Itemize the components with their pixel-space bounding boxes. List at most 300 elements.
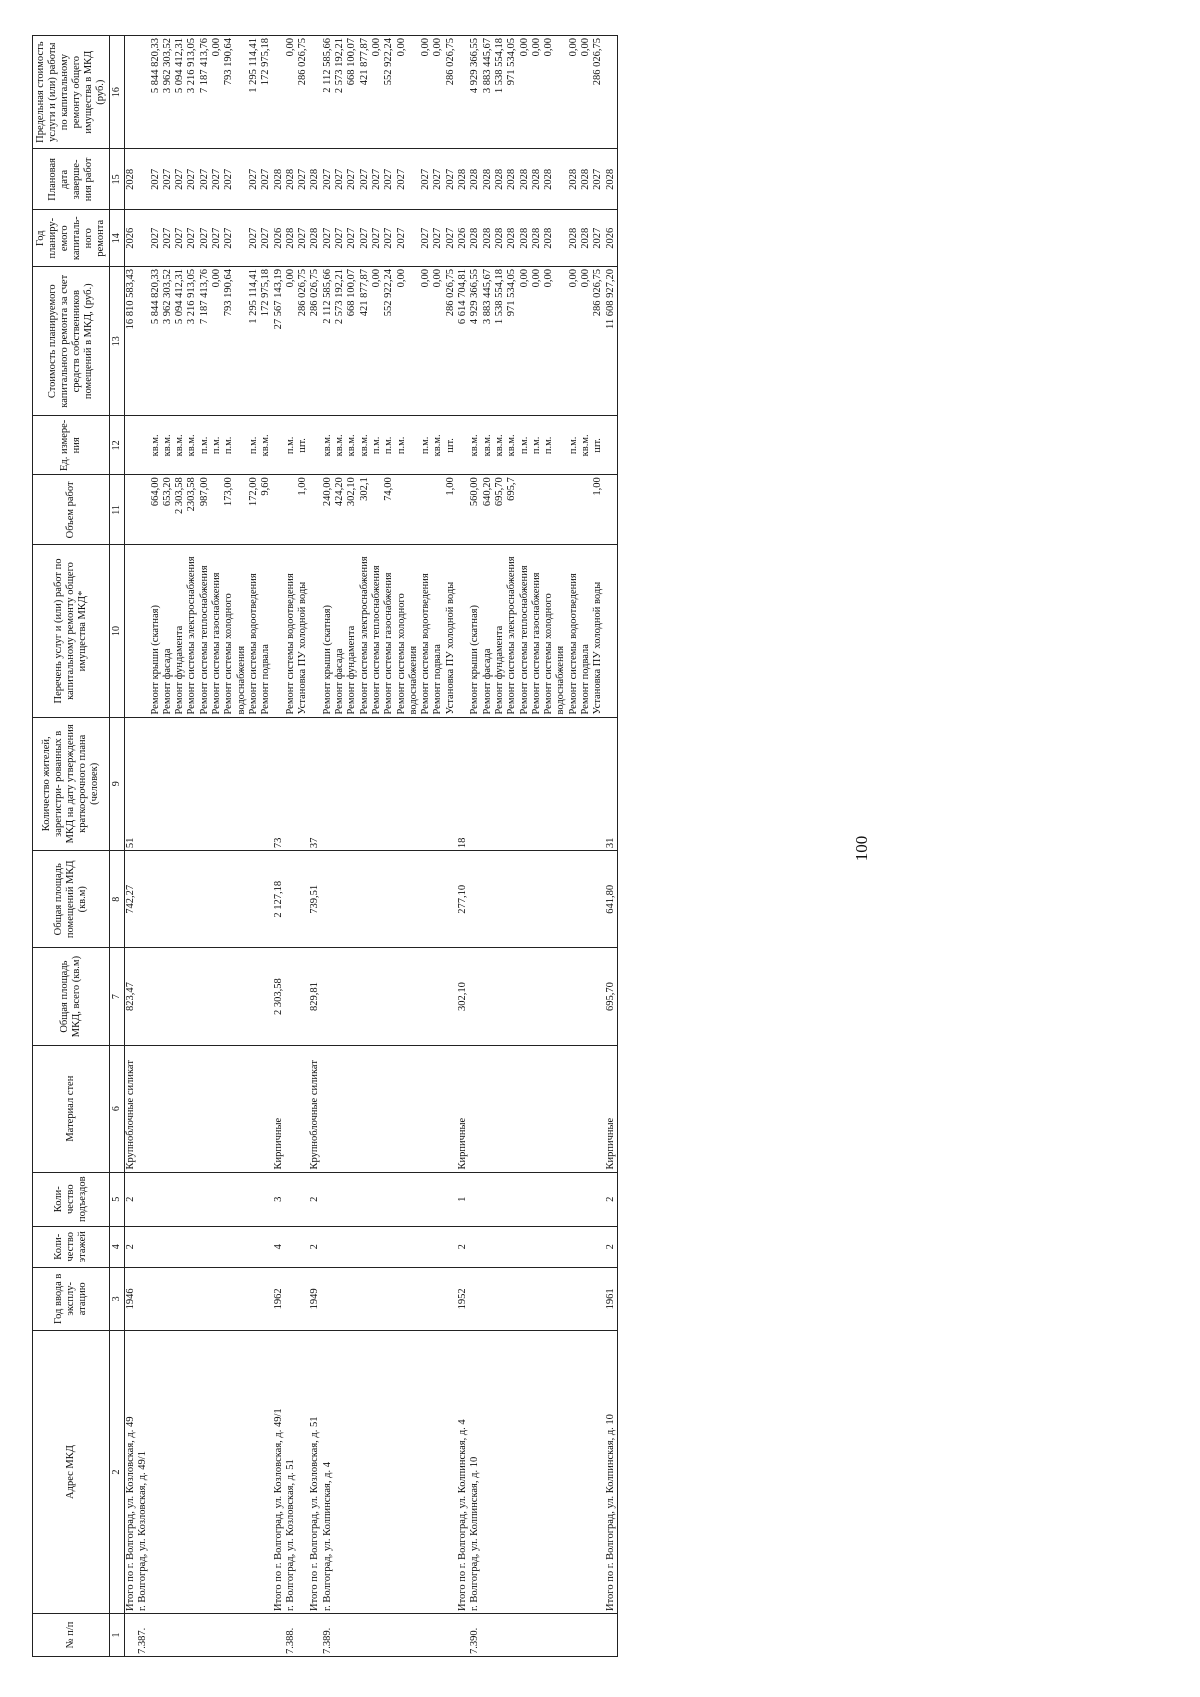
- premises-area-cell: [174, 851, 186, 948]
- total-area-cell: [260, 948, 272, 1045]
- volume-cell: 302,1: [359, 475, 371, 545]
- volume-cell: 987,00: [199, 475, 211, 545]
- wall-material-cell: Кирпичные: [605, 1045, 618, 1172]
- unit-cell: кв.м.: [334, 416, 346, 475]
- floors-cell: [568, 1226, 580, 1267]
- entrances-cell: [186, 1172, 198, 1226]
- table-row: [580, 36, 592, 1657]
- row-number: [445, 1614, 457, 1657]
- residents-cell: 51: [125, 717, 138, 851]
- finish-date-cell: 2028: [543, 149, 568, 210]
- total-area-cell: [506, 948, 518, 1045]
- table-row: [285, 36, 297, 1657]
- unit-cell: кв.м.: [186, 416, 198, 475]
- address-cell: Итого по г. Волгоград, ул. Колпинская, д. 10: [605, 1331, 618, 1614]
- total-area-cell: [592, 948, 604, 1045]
- unit-cell: п.м.: [199, 416, 211, 475]
- year-built-cell: [322, 1267, 334, 1330]
- planned-year-cell: 2027: [297, 210, 309, 267]
- premises-area-cell: [531, 851, 543, 948]
- year-built-cell: [285, 1267, 297, 1330]
- work-type-cell: Ремонт системы теплоснабжения: [199, 545, 211, 717]
- address-cell: [186, 1331, 198, 1614]
- address-cell: [432, 1331, 444, 1614]
- residents-cell: [506, 717, 518, 851]
- floors-cell: [186, 1226, 198, 1267]
- year-built-cell: [383, 1267, 395, 1330]
- entrances-cell: 1: [457, 1172, 469, 1226]
- cost-cell: 286 026,75: [592, 267, 604, 416]
- entrances-cell: 2: [309, 1172, 321, 1226]
- premises-area-cell: [199, 851, 211, 948]
- cost-cell: 6 614 704,81: [457, 267, 469, 416]
- limit-cost-cell: 3 216 913,05: [186, 36, 198, 149]
- row-number: [457, 1614, 469, 1657]
- total-area-cell: [211, 948, 223, 1045]
- cost-cell: 0,00: [396, 267, 421, 416]
- finish-date-cell: 2028: [519, 149, 531, 210]
- wall-material-cell: Кирпичные: [273, 1045, 285, 1172]
- address-cell: [346, 1331, 358, 1614]
- table-row: [383, 36, 395, 1657]
- finish-date-cell: 2028: [457, 149, 469, 210]
- row-number: [260, 1614, 272, 1657]
- work-type-cell: Ремонт фундамента: [174, 545, 186, 717]
- residents-cell: [519, 717, 531, 851]
- wall-material-cell: [432, 1045, 444, 1172]
- finish-date-cell: 2027: [592, 149, 604, 210]
- limit-cost-cell: 286 026,75: [297, 36, 309, 149]
- premises-area-cell: [543, 851, 568, 948]
- wall-material-cell: [150, 1045, 162, 1172]
- planned-year-cell: 2028: [285, 210, 297, 267]
- finish-date-cell: 2028: [309, 149, 321, 210]
- address-cell: [371, 1331, 383, 1614]
- limit-cost-cell: 1 538 554,18: [494, 36, 506, 149]
- floors-cell: [531, 1226, 543, 1267]
- total-row: [125, 36, 138, 1657]
- work-type-cell: Ремонт системы водоотведения: [248, 545, 260, 717]
- planned-year-cell: 2028: [519, 210, 531, 267]
- limit-cost-cell: 421 877,87: [359, 36, 371, 149]
- row-number: [211, 1614, 223, 1657]
- entrances-cell: [482, 1172, 494, 1226]
- cost-cell: 0,00: [432, 267, 444, 416]
- address-cell: [383, 1331, 395, 1614]
- wall-material-cell: [445, 1045, 457, 1172]
- residents-cell: [248, 717, 260, 851]
- limit-cost-cell: 0,00: [420, 36, 432, 149]
- unit-cell: п.м.: [211, 416, 223, 475]
- entrances-cell: [383, 1172, 395, 1226]
- residents-cell: [543, 717, 568, 851]
- finish-date-cell: 2028: [469, 149, 481, 210]
- premises-area-cell: [420, 851, 432, 948]
- residents-cell: [199, 717, 211, 851]
- capital-repair-table: [32, 35, 618, 1657]
- volume-cell: 9,60: [260, 475, 272, 545]
- finish-date-cell: 2027: [359, 149, 371, 210]
- total-area-cell: [199, 948, 211, 1045]
- planned-year-cell: 2027: [186, 210, 198, 267]
- residents-cell: [346, 717, 358, 851]
- finish-date-cell: 2027: [371, 149, 383, 210]
- residents-cell: 18: [457, 717, 469, 851]
- floors-cell: [223, 1226, 248, 1267]
- cost-cell: 0,00: [580, 267, 592, 416]
- cost-cell: 3 962 303,52: [162, 267, 174, 416]
- premises-area-cell: [211, 851, 223, 948]
- unit-cell: п.м.: [519, 416, 531, 475]
- work-type-cell: Ремонт системы водоотведения: [285, 545, 297, 717]
- unit-cell: [457, 416, 469, 475]
- row-number: [199, 1614, 211, 1657]
- table-row: [519, 36, 531, 1657]
- cost-cell: 3 883 445,67: [482, 267, 494, 416]
- column-header: Ед. измере- ния: [33, 416, 110, 475]
- column-header: Плановая дата заверше- ния работ: [33, 149, 110, 210]
- column-header: Объем работ: [33, 475, 110, 545]
- finish-date-cell: 2027: [174, 149, 186, 210]
- residents-cell: [396, 717, 421, 851]
- row-number: [420, 1614, 432, 1657]
- column-number: 14: [110, 210, 125, 267]
- address-cell: [445, 1331, 457, 1614]
- planned-year-cell: 2026: [273, 210, 285, 267]
- cost-cell: 2 573 192,21: [334, 267, 346, 416]
- work-type-cell: Ремонт крыши (скатная): [469, 545, 481, 717]
- work-type-cell: Ремонт фасада: [482, 545, 494, 717]
- address-cell: Итого по г. Волгоград, ул. Колпинская, д. 4: [457, 1331, 469, 1614]
- cost-cell: 971 534,05: [506, 267, 518, 416]
- limit-cost-cell: [309, 36, 321, 149]
- address-cell: [359, 1331, 371, 1614]
- address-cell: [531, 1331, 543, 1614]
- column-header: Год планиру- емого капиталь- ного ремонта: [33, 210, 110, 267]
- cost-cell: [137, 267, 149, 416]
- floors-cell: [346, 1226, 358, 1267]
- column-header: Общая площадь МКД, всего (кв.м): [33, 948, 110, 1045]
- row-number: [334, 1614, 346, 1657]
- cost-cell: 3 216 913,05: [186, 267, 198, 416]
- address-cell: [592, 1331, 604, 1614]
- finish-date-cell: 2027: [162, 149, 174, 210]
- volume-cell: 695,7: [506, 475, 518, 545]
- planned-year-cell: 2027: [150, 210, 162, 267]
- total-area-cell: [248, 948, 260, 1045]
- work-type-cell: Ремонт системы электроснабжения: [186, 545, 198, 717]
- total-area-cell: [568, 948, 580, 1045]
- planned-year-cell: 2028: [469, 210, 481, 267]
- cost-cell: 421 877,87: [359, 267, 371, 416]
- volume-cell: 2 303,58: [174, 475, 186, 545]
- planned-year-cell: [137, 210, 149, 267]
- wall-material-cell: [519, 1045, 531, 1172]
- premises-area-cell: [396, 851, 421, 948]
- column-header: № п/п: [33, 1614, 110, 1657]
- table-row: [432, 36, 444, 1657]
- premises-area-cell: 641,80: [605, 851, 618, 948]
- column-number: 3: [110, 1267, 125, 1330]
- year-built-cell: [334, 1267, 346, 1330]
- total-area-cell: [580, 948, 592, 1045]
- unit-cell: п.м.: [371, 416, 383, 475]
- row-number: [150, 1614, 162, 1657]
- entrances-cell: [248, 1172, 260, 1226]
- unit-cell: кв.м.: [346, 416, 358, 475]
- premises-area-cell: [506, 851, 518, 948]
- premises-area-cell: [322, 851, 334, 948]
- table-body: [125, 36, 618, 1657]
- limit-cost-cell: [125, 36, 138, 149]
- wall-material-cell: [137, 1045, 149, 1172]
- unit-cell: п.м.: [543, 416, 568, 475]
- finish-date-cell: 2028: [531, 149, 543, 210]
- planned-year-cell: 2027: [199, 210, 211, 267]
- floors-cell: [199, 1226, 211, 1267]
- wall-material-cell: [531, 1045, 543, 1172]
- row-number: [186, 1614, 198, 1657]
- table-row: [482, 36, 494, 1657]
- premises-area-cell: [469, 851, 481, 948]
- table-row: [445, 36, 457, 1657]
- table-row: [420, 36, 432, 1657]
- volume-cell: 74,00: [383, 475, 395, 545]
- floors-cell: [260, 1226, 272, 1267]
- table-row: [211, 36, 223, 1657]
- residents-cell: [432, 717, 444, 851]
- volume-cell: [519, 475, 531, 545]
- cost-cell: 5 094 412,31: [174, 267, 186, 416]
- volume-cell: [137, 475, 149, 545]
- column-number: 8: [110, 851, 125, 948]
- row-number: 7.390.: [469, 1614, 481, 1657]
- limit-cost-cell: [605, 36, 618, 149]
- row-number: [371, 1614, 383, 1657]
- row-number: [482, 1614, 494, 1657]
- wall-material-cell: [174, 1045, 186, 1172]
- planned-year-cell: 2027: [592, 210, 604, 267]
- entrances-cell: [371, 1172, 383, 1226]
- premises-area-cell: [432, 851, 444, 948]
- total-row: [309, 36, 321, 1657]
- entrances-cell: [322, 1172, 334, 1226]
- volume-cell: [420, 475, 432, 545]
- residents-cell: 37: [309, 717, 321, 851]
- volume-cell: 173,00: [223, 475, 248, 545]
- wall-material-cell: [322, 1045, 334, 1172]
- address-cell: [420, 1331, 432, 1614]
- total-area-cell: [174, 948, 186, 1045]
- entrances-cell: [469, 1172, 481, 1226]
- year-built-cell: [420, 1267, 432, 1330]
- work-type-cell: Ремонт системы газоснабжения: [383, 545, 395, 717]
- floors-cell: [137, 1226, 149, 1267]
- wall-material-cell: [469, 1045, 481, 1172]
- finish-date-cell: 2027: [445, 149, 457, 210]
- premises-area-cell: [482, 851, 494, 948]
- cost-cell: 286 026,75: [297, 267, 309, 416]
- work-type-cell: [125, 545, 138, 717]
- table-row: [186, 36, 198, 1657]
- column-number: 4: [110, 1226, 125, 1267]
- residents-cell: [150, 717, 162, 851]
- cost-cell: 7 187 413,76: [199, 267, 211, 416]
- wall-material-cell: [371, 1045, 383, 1172]
- premises-area-cell: 277,10: [457, 851, 469, 948]
- year-built-cell: [543, 1267, 568, 1330]
- row-number: [309, 1614, 321, 1657]
- address-cell: [334, 1331, 346, 1614]
- residents-cell: [260, 717, 272, 851]
- wall-material-cell: [359, 1045, 371, 1172]
- finish-date-cell: 2028: [568, 149, 580, 210]
- column-number: 12: [110, 416, 125, 475]
- floors-cell: [469, 1226, 481, 1267]
- row-number: [346, 1614, 358, 1657]
- premises-area-cell: [285, 851, 297, 948]
- finish-date-cell: 2028: [506, 149, 518, 210]
- work-type-cell: [457, 545, 469, 717]
- premises-area-cell: [223, 851, 248, 948]
- year-built-cell: [211, 1267, 223, 1330]
- address-cell: [519, 1331, 531, 1614]
- unit-cell: п.м.: [420, 416, 432, 475]
- limit-cost-cell: 7 187 413,76: [199, 36, 211, 149]
- wall-material-cell: [383, 1045, 395, 1172]
- year-built-cell: [150, 1267, 162, 1330]
- total-area-cell: [137, 948, 149, 1045]
- total-area-cell: 695,70: [605, 948, 618, 1045]
- address-cell: [482, 1331, 494, 1614]
- floors-cell: [334, 1226, 346, 1267]
- limit-cost-cell: 5 094 412,31: [174, 36, 186, 149]
- work-type-cell: Ремонт крыши (скатная): [150, 545, 162, 717]
- total-row: [605, 36, 618, 1657]
- total-area-cell: [150, 948, 162, 1045]
- cost-cell: 11 608 927,20: [605, 267, 618, 416]
- cost-cell: 1 538 554,18: [494, 267, 506, 416]
- floors-cell: [359, 1226, 371, 1267]
- work-type-cell: Ремонт подвала: [260, 545, 272, 717]
- premises-area-cell: 742,27: [125, 851, 138, 948]
- address-cell: [211, 1331, 223, 1614]
- premises-area-cell: [346, 851, 358, 948]
- premises-area-cell: [137, 851, 149, 948]
- planned-year-cell: 2027: [223, 210, 248, 267]
- residents-cell: [420, 717, 432, 851]
- year-built-cell: [371, 1267, 383, 1330]
- planned-year-cell: 2027: [322, 210, 334, 267]
- row-number: [580, 1614, 592, 1657]
- wall-material-cell: [223, 1045, 248, 1172]
- finish-date-cell: 2028: [285, 149, 297, 210]
- work-type-cell: Установка ПУ холодной воды: [445, 545, 457, 717]
- entrances-cell: [519, 1172, 531, 1226]
- unit-cell: п.м.: [223, 416, 248, 475]
- premises-area-cell: [383, 851, 395, 948]
- unit-cell: кв.м.: [506, 416, 518, 475]
- volume-cell: 424,20: [334, 475, 346, 545]
- finish-date-cell: 2027: [211, 149, 223, 210]
- entrances-cell: [531, 1172, 543, 1226]
- finish-date-cell: 2027: [297, 149, 309, 210]
- row-number: 7.388.: [285, 1614, 297, 1657]
- column-header: Материал стен: [33, 1045, 110, 1172]
- work-type-cell: Ремонт системы газоснабжения: [531, 545, 543, 717]
- total-area-cell: [285, 948, 297, 1045]
- floors-cell: [322, 1226, 334, 1267]
- work-type-cell: Ремонт фасада: [162, 545, 174, 717]
- unit-cell: кв.м.: [359, 416, 371, 475]
- residents-cell: [174, 717, 186, 851]
- residents-cell: [469, 717, 481, 851]
- finish-date-cell: 2028: [125, 149, 138, 210]
- finish-date-cell: 2028: [494, 149, 506, 210]
- residents-cell: [186, 717, 198, 851]
- unit-cell: п.м.: [248, 416, 260, 475]
- limit-cost-cell: 0,00: [543, 36, 568, 149]
- residents-cell: [285, 717, 297, 851]
- row-number: [383, 1614, 395, 1657]
- work-type-cell: Ремонт подвала: [580, 545, 592, 717]
- cost-cell: 4 929 366,55: [469, 267, 481, 416]
- limit-cost-cell: 1 295 114,41: [248, 36, 260, 149]
- total-area-cell: [223, 948, 248, 1045]
- premises-area-cell: [592, 851, 604, 948]
- table-row: [531, 36, 543, 1657]
- volume-cell: 302,10: [346, 475, 358, 545]
- address-cell: г. Волгоград, ул. Колпинская, д. 4: [322, 1331, 334, 1614]
- limit-cost-cell: 0,00: [396, 36, 421, 149]
- limit-cost-cell: 0,00: [285, 36, 297, 149]
- total-area-cell: [396, 948, 421, 1045]
- limit-cost-cell: 0,00: [580, 36, 592, 149]
- year-built-cell: [568, 1267, 580, 1330]
- cost-cell: 0,00: [285, 267, 297, 416]
- year-built-cell: 1952: [457, 1267, 469, 1330]
- residents-cell: 73: [273, 717, 285, 851]
- entrances-cell: [359, 1172, 371, 1226]
- table-row: [359, 36, 371, 1657]
- wall-material-cell: [494, 1045, 506, 1172]
- planned-year-cell: 2028: [531, 210, 543, 267]
- work-type-cell: Ремонт фундамента: [494, 545, 506, 717]
- wall-material-cell: [334, 1045, 346, 1172]
- volume-cell: [580, 475, 592, 545]
- cost-cell: 27 567 143,19: [273, 267, 285, 416]
- work-type-cell: Ремонт крыши (скатная): [322, 545, 334, 717]
- wall-material-cell: [580, 1045, 592, 1172]
- limit-cost-cell: 668 100,07: [346, 36, 358, 149]
- finish-date-cell: [137, 149, 149, 210]
- residents-cell: [445, 717, 457, 851]
- entrances-cell: [334, 1172, 346, 1226]
- floors-cell: [494, 1226, 506, 1267]
- floors-cell: 2: [309, 1226, 321, 1267]
- volume-cell: [125, 475, 138, 545]
- floors-cell: [580, 1226, 592, 1267]
- volume-cell: [285, 475, 297, 545]
- residents-cell: [482, 717, 494, 851]
- address-cell: Итого по г. Волгоград, ул. Козловская, д. 51: [309, 1331, 321, 1614]
- limit-cost-cell: 971 534,05: [506, 36, 518, 149]
- table-row: [322, 36, 334, 1657]
- address-cell: [260, 1331, 272, 1614]
- planned-year-cell: 2027: [371, 210, 383, 267]
- address-cell: [297, 1331, 309, 1614]
- cost-cell: 0,00: [531, 267, 543, 416]
